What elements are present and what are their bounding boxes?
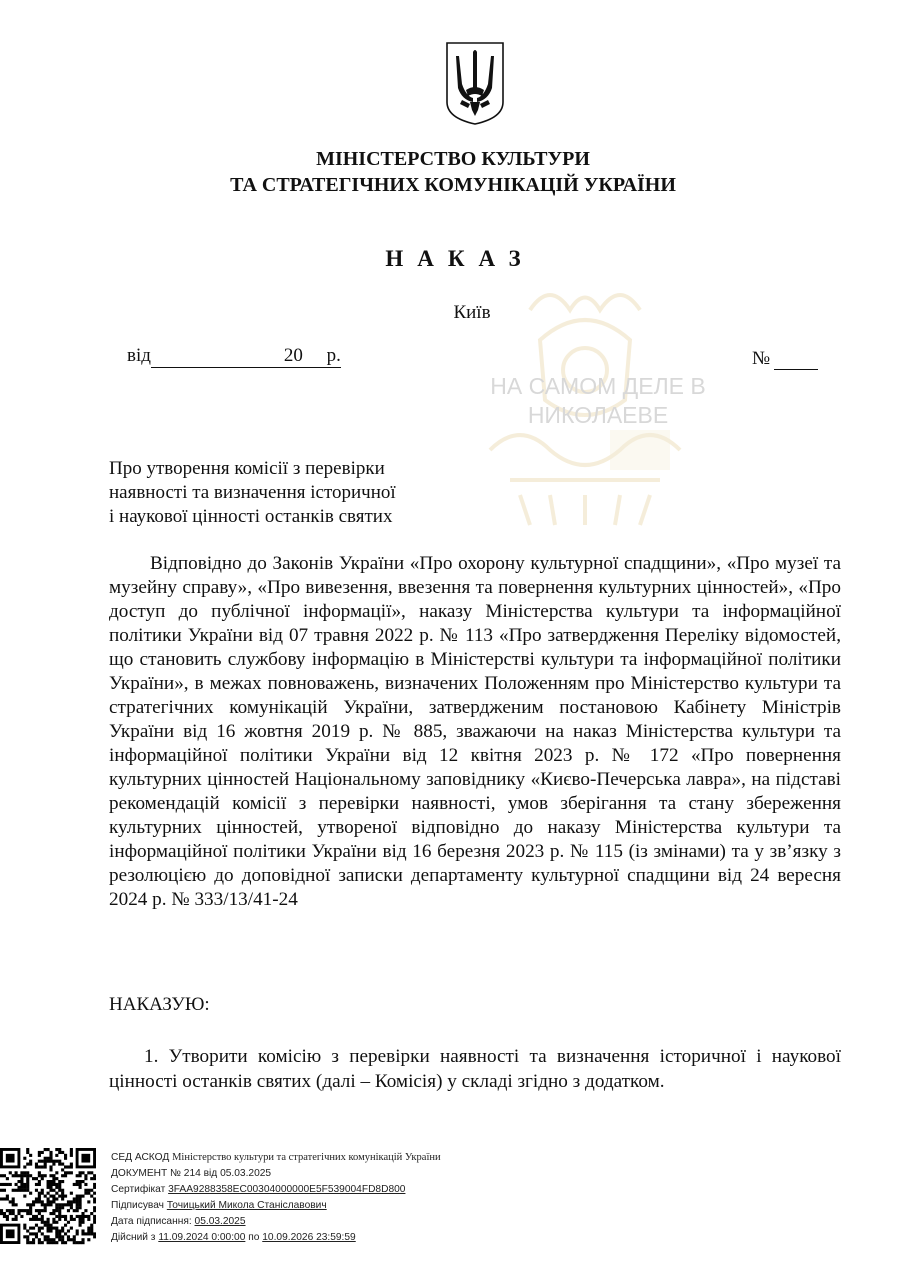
sign-date-label: Дата підписання: <box>111 1216 192 1227</box>
number-blank <box>774 351 818 370</box>
signer-label: Підписувач <box>111 1200 164 1211</box>
cert-value: 3FAA9288358EC00304000000E5F539004FD8D800 <box>168 1184 406 1195</box>
date-suffix: р. <box>326 345 341 366</box>
preamble-paragraph: Відповідно до Законів України «Про охорону культурної спадщини», «Про музеї та музейну справу», «Про вивезення, ввезення та повернення культурних цінностей», «Про доступ до публічної інформації», наказу Міністерства культури та інформаційної політики України від 07 травня 2022 р. № 113 «Про затвердження Переліку відомостей, що становить службову інформацію в Міністерстві культури та інформаційної політики України», в межах повноважень, визначених Положенням про Міністерство культури та стратегічних комунікацій України, затвердженим постановою Кабінету Міністрів України від 16 жовтня 2019 р. № 885, зважаючи на наказ Міністерства культури та інформаційної політики України від 12 квітня 2023 р. № 172 «Про повернення культурних цінностей Національному заповіднику «Києво-Печерська лавра», на підставі рекомендацій комісії з перевірки наявності, умов зберігання та стану збереження культурних цінностей, утвореної відповідно до наказу Міністерства культури та інформаційної політики України від 16 березня 2023 р. № 115 (із змінами) та у зв’язку з резолюцією до доповідної записки департаменту культурної спадщини від 24 вересня 2024 р. № 333/13/41-24 <box>109 553 841 910</box>
trident-coat-of-arms-icon <box>444 40 506 126</box>
signer-line <box>111 1198 441 1214</box>
order-item-1: 1. Утворити комісію з перевірки наявності та визначення історичної і наукової цінності останків святих (далі – Комісія) у складі згідно з додатком. <box>109 1046 841 1092</box>
sign-date-line <box>111 1214 441 1230</box>
e-signature-block <box>111 1150 441 1246</box>
date-blank <box>151 345 341 368</box>
subject-line2: наявності та визначення історичної <box>109 482 396 503</box>
date-prefix: від <box>127 345 151 366</box>
subject-line1: Про утворення комісії з перевірки <box>109 458 385 479</box>
cert-line <box>111 1182 441 1198</box>
valid-to: 10.09.2026 23:59:59 <box>262 1232 356 1243</box>
watermark-text-line1: НА САМОМ ДЕЛЕ В <box>490 373 706 399</box>
watermark-text-line2: НИКОЛАЕВЕ <box>527 402 669 428</box>
subject-line3: і наукової цінності останків святих <box>109 506 393 527</box>
cert-label: Сертифікат <box>111 1184 166 1195</box>
sed-line <box>111 1150 441 1166</box>
valid-mid: по <box>248 1232 260 1243</box>
date-line <box>127 345 341 368</box>
valid-label: Дійсний з <box>111 1232 156 1243</box>
order-subject <box>109 457 469 529</box>
number-line <box>752 348 818 370</box>
signer-value: Точицький Микола Станіславович <box>166 1200 327 1211</box>
sign-date-value: 05.03.2025 <box>194 1216 246 1227</box>
qr-code-icon <box>0 1148 96 1246</box>
ministry-name-line2: ТА СТРАТЕГІЧНИХ КОМУНІКАЦІЙ УКРАЇНИ <box>230 174 676 196</box>
date-year: 20 <box>283 345 303 366</box>
number-prefix: № <box>752 348 771 369</box>
order-word: НАКАЗУЮ: <box>109 994 210 1015</box>
city-label: Київ <box>453 302 491 323</box>
document-type-heading: НАКАЗ <box>385 246 535 271</box>
sed-label: СЕД АСКОД <box>111 1152 170 1163</box>
valid-from: 11.09.2024 0:00:00 <box>158 1232 246 1243</box>
doc-line: ДОКУМЕНТ № 214 від 05.03.2025 <box>111 1168 272 1179</box>
validity-line <box>111 1230 441 1246</box>
ministry-name-line1: МІНІСТЕРСТВО КУЛЬТУРИ <box>316 148 590 170</box>
sed-org: Міністерство культури та стратегічних комунікацій України <box>172 1152 441 1163</box>
